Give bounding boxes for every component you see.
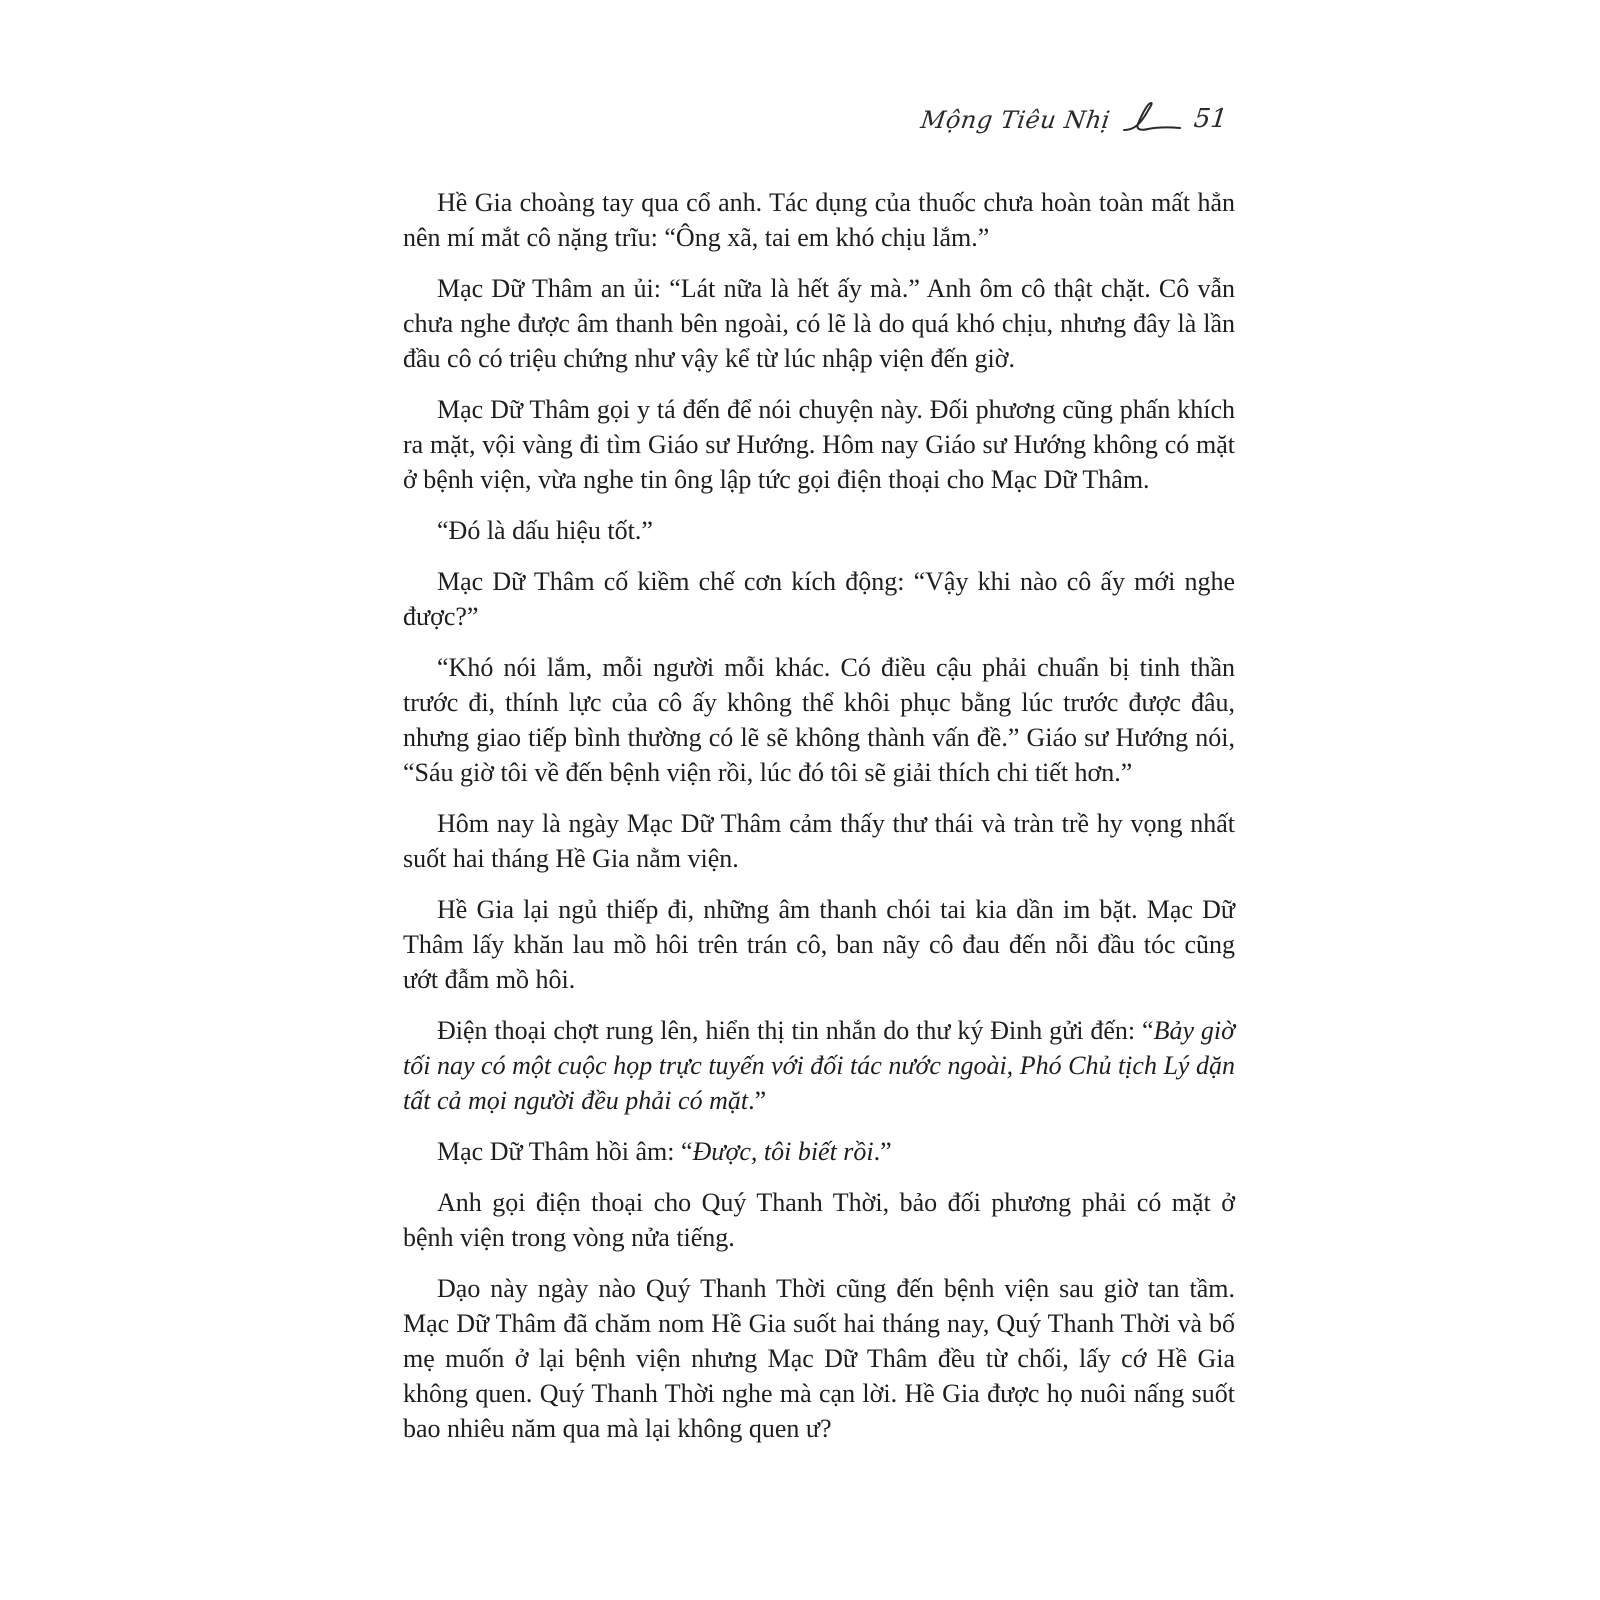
text-run: Mạc Dữ Thâm hồi âm: “: [437, 1137, 693, 1166]
paragraph: [403, 564, 1235, 634]
paragraph: [403, 1185, 1235, 1255]
body-text: [403, 185, 1235, 1462]
paragraph: [403, 392, 1235, 497]
text-run: Mạc Dữ Thâm gọi y tá đến để nói chuyện này. Đối phương cũng phấn khích ra mặt, vội vàng đi tìm Giáo sư Hướng. Hôm nay Giáo sư Hướng không có mặt ở bệnh viện, vừa nghe tin ông lập tức gọi điện thoại cho Mạc Dữ Thâm.: [403, 395, 1235, 494]
paragraph: [403, 185, 1235, 255]
text-run: Điện thoại chợt rung lên, hiển thị tin nhắn do thư ký Đinh gửi đến: “: [437, 1016, 1154, 1045]
text-run: Dạo này ngày nào Quý Thanh Thời cũng đến bệnh viện sau giờ tan tầm. Mạc Dữ Thâm đã chăm nom Hề Gia suốt hai tháng nay, Quý Thanh Thời và bố mẹ muốn ở lại bệnh viện nhưng Mạc Dữ Thâm đều từ chối, lấy cớ Hề Gia không quen. Quý Thanh Thời nghe mà cạn lời. Hề Gia được họ nuôi nấng suốt bao nhiêu năm qua mà lại không quen ư?: [403, 1274, 1235, 1443]
text-run: “Đó là dấu hiệu tốt.”: [437, 516, 653, 545]
pen-flourish-icon: [1120, 100, 1184, 134]
italic-text-run: Được, tôi biết rồi: [692, 1137, 874, 1166]
paragraph: [403, 806, 1235, 876]
text-run: Mạc Dữ Thâm cố kiềm chế cơn kích động: “Vậy khi nào cô ấy mới nghe được?”: [403, 567, 1235, 631]
paragraph: [403, 271, 1235, 376]
paragraph: [403, 1013, 1235, 1118]
paragraph: [403, 892, 1235, 997]
text-run: Hề Gia lại ngủ thiếp đi, những âm thanh chói tai kia dần im bặt. Mạc Dữ Thâm lấy khăn lau mồ hôi trên trán cô, ban nãy cô đau đến nỗi đầu tóc cũng ướt đẫm mồ hôi.: [403, 895, 1235, 994]
running-header: [918, 100, 1229, 134]
paragraph: [403, 513, 1235, 548]
page-number: 51: [1192, 104, 1229, 134]
text-run: Hôm nay là ngày Mạc Dữ Thâm cảm thấy thư thái và tràn trề hy vọng nhất suốt hai tháng Hề Gia nằm viện.: [403, 809, 1235, 873]
text-run: .”: [748, 1086, 767, 1115]
paragraph: [403, 650, 1235, 790]
text-run: Hề Gia choàng tay qua cổ anh. Tác dụng của thuốc chưa hoàn toàn mất hẳn nên mí mắt cô nặng trĩu: “Ông xã, tai em khó chịu lắm.”: [403, 188, 1235, 252]
italic-text-run: Bảy giờ tối nay có một cuộc họp trực tuyến với đối tác nước ngoài, Phó Chủ tịch Lý dặn tất cả mọi người đều phải có mặt: [403, 1016, 1235, 1115]
header-author: Mộng Tiêu Nhị: [918, 106, 1112, 134]
text-run: .”: [873, 1137, 892, 1166]
text-run: Anh gọi điện thoại cho Quý Thanh Thời, bảo đối phương phải có mặt ở bệnh viện trong vòng nửa tiếng.: [403, 1188, 1235, 1252]
paragraph: [403, 1134, 1235, 1169]
text-run: “Khó nói lắm, mỗi người mỗi khác. Có điều cậu phải chuẩn bị tinh thần trước đi, thính lực của cô ấy không thể khôi phục bằng lúc trước được đâu, nhưng giao tiếp bình thường có lẽ sẽ không thành vấn đề.” Giáo sư Hướng nói, “Sáu giờ tôi về đến bệnh viện rồi, lúc đó tôi sẽ giải thích chi tiết hơn.”: [403, 653, 1235, 787]
text-run: Mạc Dữ Thâm an ủi: “Lát nữa là hết ấy mà.” Anh ôm cô thật chặt. Cô vẫn chưa nghe được âm thanh bên ngoài, có lẽ là do quá khó chịu, nhưng đây là lần đầu cô có triệu chứng như vậy kể từ lúc nhập viện đến giờ.: [403, 274, 1235, 373]
paragraph: [403, 1271, 1235, 1446]
